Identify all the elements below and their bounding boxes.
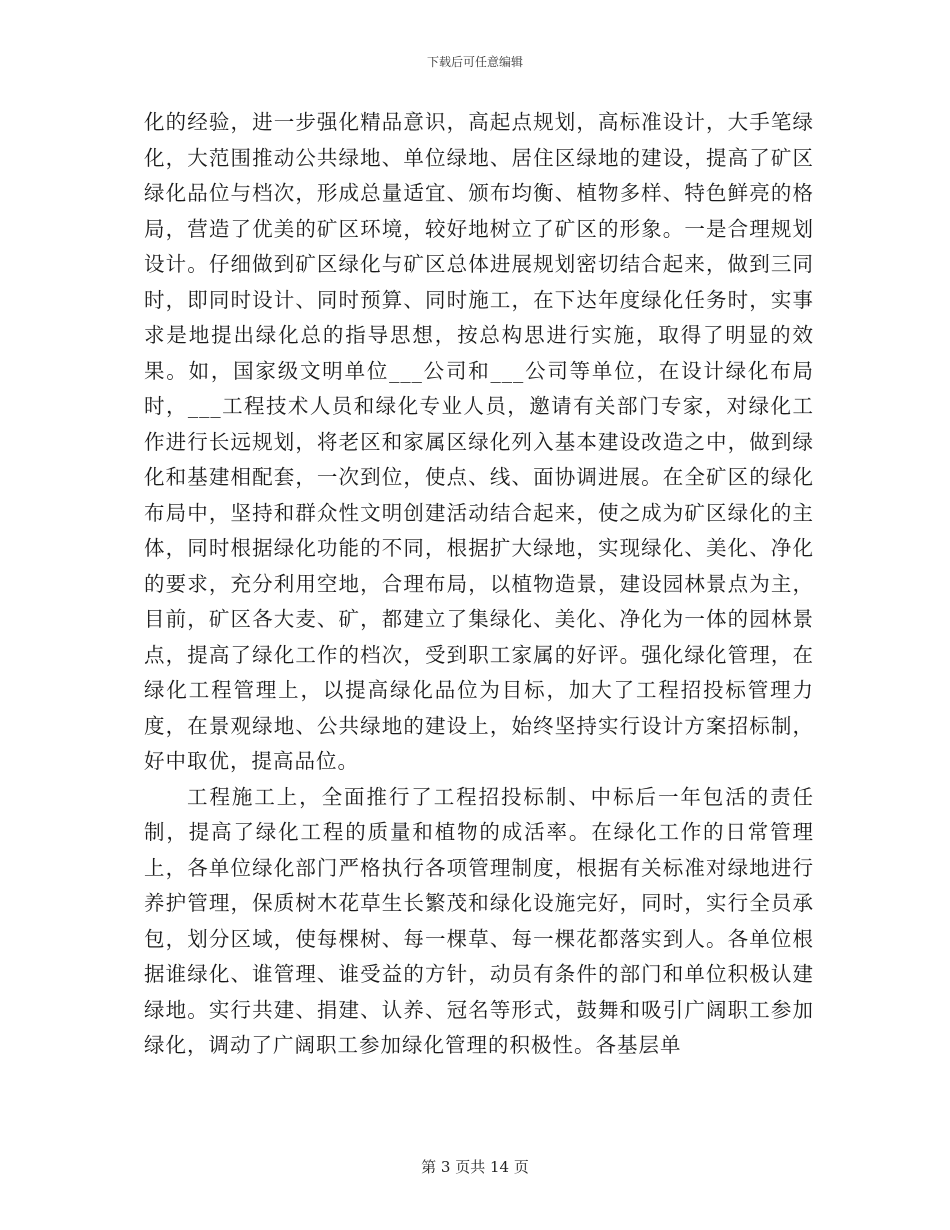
- paragraph-1: 化的经验，进一步强化精品意识，高起点规划，高标准设计，大手笔绿化，大范围推动公共绿地、单位绿地、居住区绿地的建设，提高了矿区绿化品位与档次，形成总量适宜、颁布均衡、植物多样、特色鲜亮的格局，营造了优美的矿区环境，较好地树立了矿区的形象。一是合理规划设计。仔细做到矿区绿化与矿区总体进展规划密切结合起来，做到三同时，即同时设计、同时预算、同时施工，在下达年度绿化任务时，实事求是地提出绿化总的指导思想，按总构思进行实施，取得了明显的效果。如，国家级文明单位___公司和___公司等单位，在设计绿化布局时，___工程技术人员和绿化专业人员，邀请有关部门专家，对绿化工作进行长远规划，将老区和家属区绿化列入基本建设改造之中，做到绿化和基建相配套，一次到位，使点、线、面协调进展。在全矿区的绿化布局中，坚持和群众性文明创建活动结合起来，使之成为矿区绿化的主体，同时根据绿化功能的不同，根据扩大绿地，实现绿化、美化、净化的要求，充分利用空地，合理布局，以植物造景，建设园林景点为主，目前，矿区各大麦、矿，都建立了集绿化、美化、净化为一体的园林景点，提高了绿化工作的档次，受到职工家属的好评。强化绿化管理，在绿化工程管理上，以提高绿化品位为目标，加大了工程招投标管理力度，在景观绿地、公共绿地的建设上，始终坚持实行设计方案招标制，好中取优，提高品位。: [144, 110, 814, 773]
- page-header: 下载后可任意编辑: [426, 55, 523, 69]
- document-body: [144, 105, 814, 1064]
- page-footer: 第 3 页共 14 页: [421, 1158, 529, 1176]
- paragraph-2: 工程施工上，全面推行了工程招投标制、中标后一年包活的责任制，提高了绿化工程的质量和植物的成活率。在绿化工作的日常管理上，各单位绿化部门严格执行各项管理制度，根据有关标准对绿地进行养护管理，保质树木花草生长繁茂和绿化设施完好，同时，实行全员承包，划分区域，使每棵树、每一棵草、每一棵花都落实到人。各单位根据谁绿化、谁管理、谁受益的方针，动员有条件的部门和单位积极认建绿地。实行共建、捐建、认养、冠名等形式，鼓舞和吸引广阔职工参加绿化，调动了广阔职工参加绿化管理的积极性。各基层单: [144, 784, 814, 1057]
